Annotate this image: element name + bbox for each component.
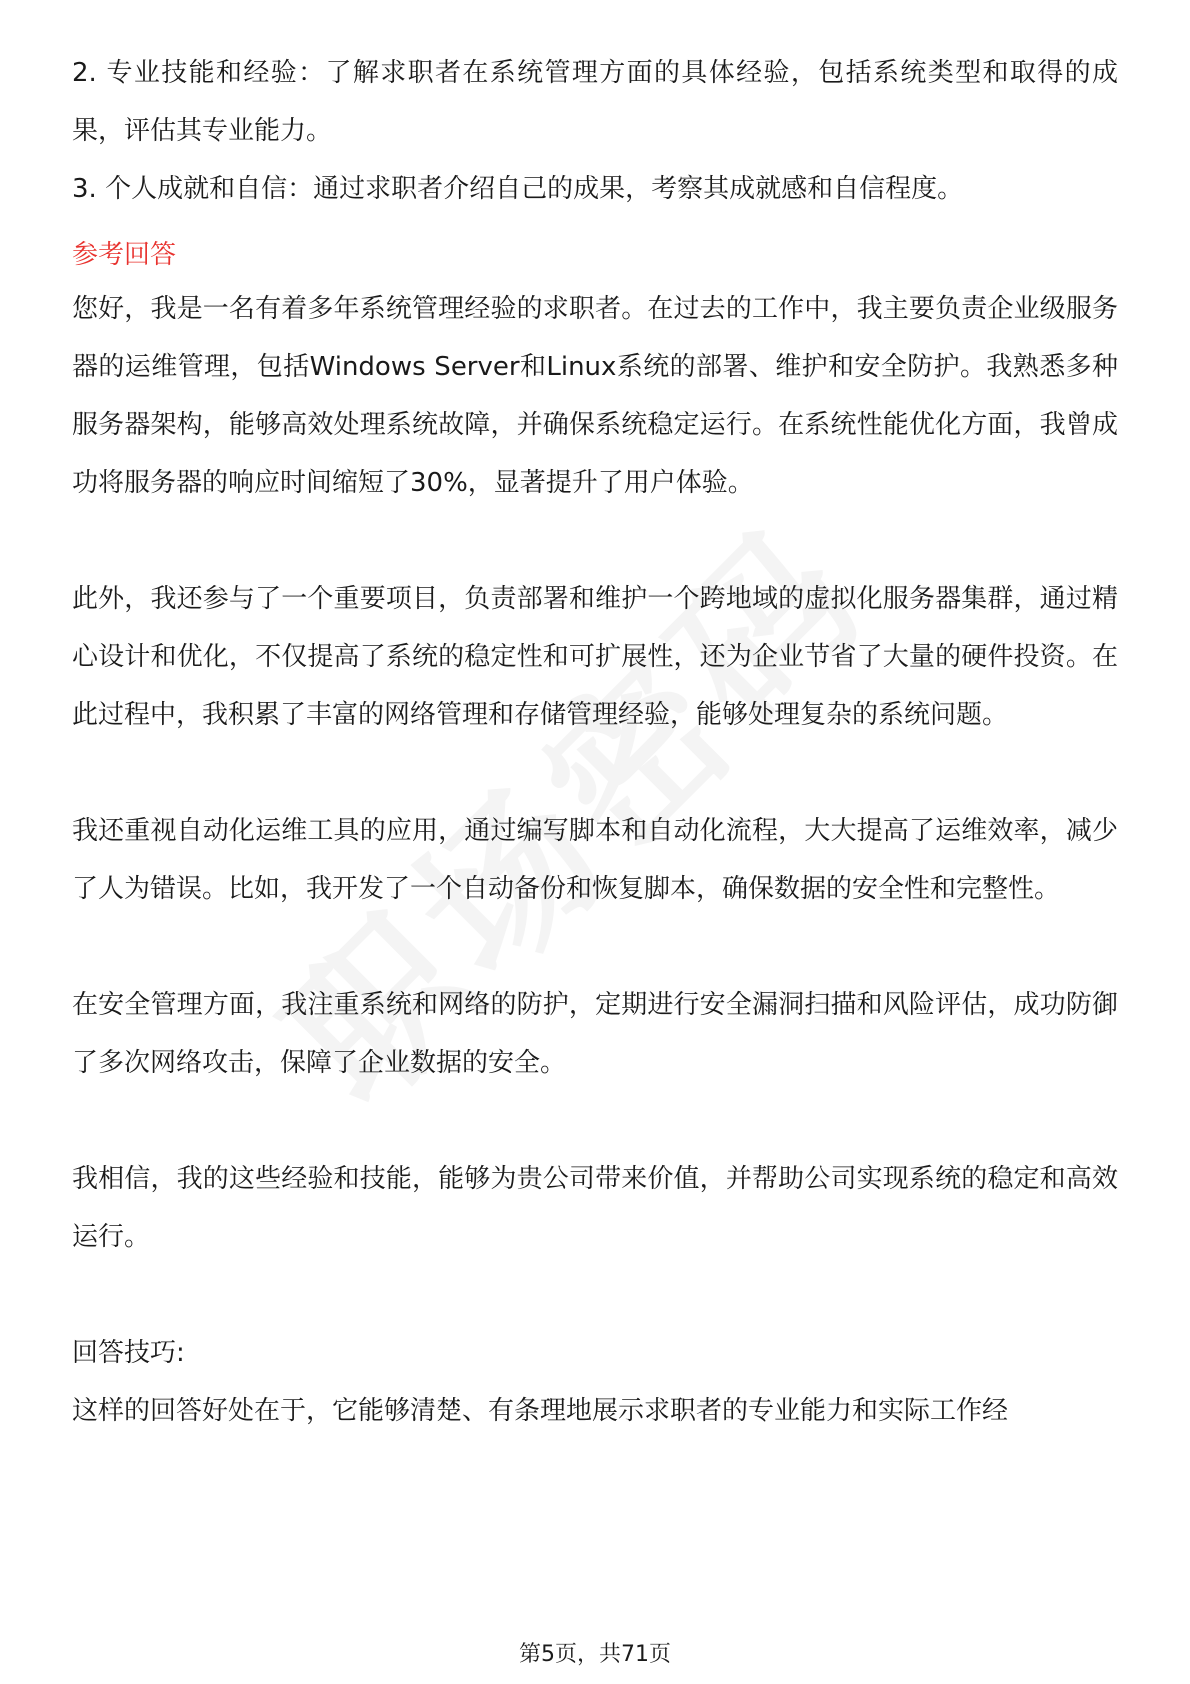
paragraph-spacer [72, 1266, 1118, 1324]
answer-paragraph-3: 我还重视自动化运维工具的应用，通过编写脚本和自动化流程，大大提高了运维效率，减少了人为错误。比如，我开发了一个自动备份和恢复脚本，确保数据的安全性和完整性。 [72, 816, 1118, 904]
point-3-paragraph: 3. 个人成就和自信：通过求职者介绍自己的成果，考察其成就感和自信程度。 [72, 174, 964, 204]
answer-paragraph-1: 您好，我是一名有着多年系统管理经验的求职者。在过去的工作中，我主要负责企业级服务器的运维管理，包括Windows Server和Linux系统的部署、维护和安全防护。我熟悉多种服务器架构，能够高效处理系统故障，并确保系统稳定运行。在系统性能优化方面，我曾成功将服务器的响应时间缩短了30%，显著提升了用户体验。 [72, 294, 1118, 498]
answer-paragraph-5: 我相信，我的这些经验和技能，能够为贵公司带来价值，并帮助公司实现系统的稳定和高效运行。 [72, 1164, 1118, 1252]
paragraph-spacer [72, 1092, 1118, 1150]
answer-paragraph-4: 在安全管理方面，我注重系统和网络的防护，定期进行安全漏洞扫描和风险评估，成功防御了多次网络攻击，保障了企业数据的安全。 [72, 990, 1118, 1078]
reference-answer-heading: 参考回答 [72, 240, 177, 270]
paragraph-spacer [72, 918, 1118, 976]
answer-paragraph-2: 此外，我还参与了一个重要项目，负责部署和维护一个跨地域的虚拟化服务器集群，通过精心设计和优化，不仅提高了系统的稳定性和可扩展性，还为企业节省了大量的硬件投资。在此过程中，我积累了丰富的网络管理和存储管理经验，能够处理复杂的系统问题。 [72, 584, 1118, 730]
paragraph-spacer [72, 744, 1118, 802]
paragraph-spacer [72, 512, 1118, 570]
tips-heading: 回答技巧: [72, 1338, 185, 1368]
tips-paragraph: 这样的回答好处在于，它能够清楚、有条理地展示求职者的专业能力和实际工作经 [72, 1396, 1009, 1426]
point-2-paragraph: 2. 专业技能和经验：了解求职者在系统管理方面的具体经验，包括系统类型和取得的成果，评估其专业能力。 [72, 58, 1118, 146]
page-content [72, 44, 1118, 1440]
page-number-footer: 第5页，共71页 [519, 1642, 671, 1667]
